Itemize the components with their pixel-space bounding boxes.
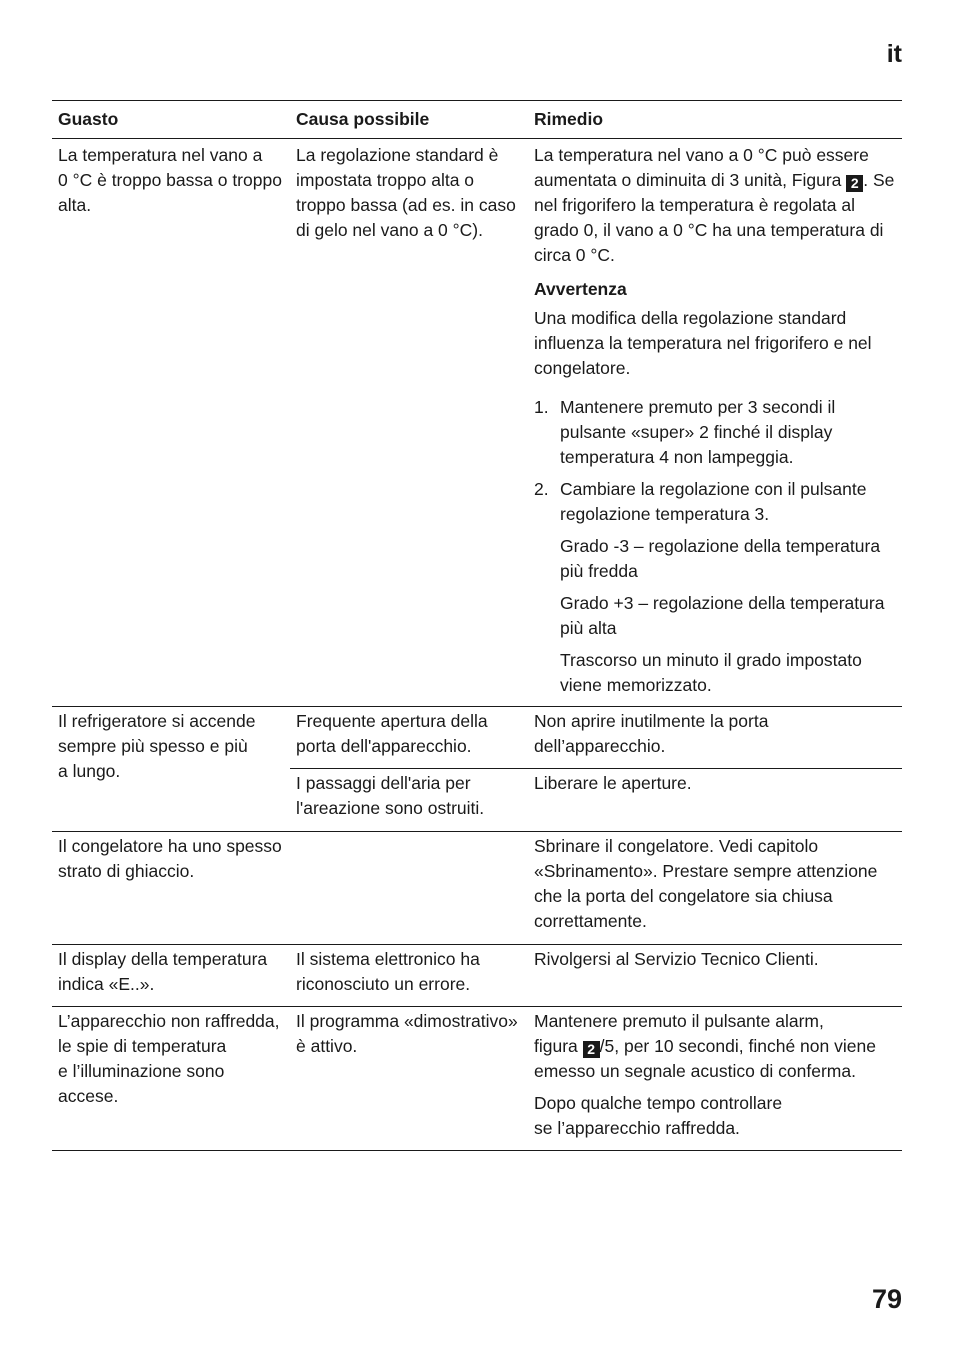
note-title: Avvertenza — [534, 279, 627, 299]
list-item: 2. Cambiare la regolazione con il pulsante regolazione temperatura 3. — [534, 479, 867, 524]
remedy-cell: Rivolgersi al Servizio Tecnico Clienti. — [534, 949, 819, 969]
cause-cell: La regolazione standard è impostata troppo alta o troppo bassa (ad es. in caso di gelo nel vano a 0 °C). — [296, 145, 516, 240]
fault-cell: La temperatura nel vano a 0 °C è troppo bassa o troppo alta. — [58, 145, 282, 215]
table-row — [52, 707, 902, 832]
fault-cell: Il display della temperatura indica «E..». — [58, 949, 268, 994]
remedy-cell: Liberare le aperture. — [534, 773, 692, 793]
cause-cell: Il sistema elettronico ha riconosciuto un errore. — [296, 949, 480, 994]
figure-2-icon: 2 — [846, 175, 863, 192]
table-row — [52, 832, 902, 945]
header-cause: Causa possibile — [296, 109, 430, 129]
remedy-cell: Sbrinare il congelatore. Vedi capitolo «Sbrinamento». Prestare sempre attenzione che la porta del congelatore sia chiusa correttamente. — [534, 836, 878, 931]
fault-cell: L’apparecchio non raffredda, le spie di temperatura e l’illuminazione sono accese. — [58, 1011, 280, 1106]
page-number: 79 — [871, 1284, 902, 1314]
sub-row — [290, 768, 902, 831]
language-label: it — [886, 40, 902, 68]
cause-cell: Il programma «dimostrativo» è attivo. — [296, 1011, 518, 1056]
table-header — [52, 100, 902, 139]
cause-cell: I passaggi dell'aria per l'areazione sono ostruiti. — [296, 773, 485, 818]
header-fault: Guasto — [58, 109, 119, 129]
table-row — [52, 139, 902, 707]
figure-2-icon: 2 — [583, 1041, 600, 1058]
fault-cell: Il congelatore ha uno spesso strato di ghiaccio. — [58, 836, 282, 881]
table-row — [52, 945, 902, 1007]
remedy-cell: La temperatura nel vano a 0 °C può essere aumentata o diminuita di 3 unità, Figura 2 . Se nel frigorifero la temperatura è regolata al grado 0, il vano a 0 °C ha una temperatura di circa 0 °C. Avvertenza Una modifica della regolazione standard influenza la temperatura nel frigorifero e nel congelatore. 1. Mantenere premuto per 3 secondi il pulsante «super» 2 finché il display temperatura 4 non lampeggia. 2. Cambiare la regolazione con il pulsante regolazione temperatura 3. Grado -3 – regolazione della temperatura più fredda Grado +3 – regolazione della temperatura più alta Trascorso un minuto il grado impostato viene memorizzato. — [534, 143, 900, 698]
header-remedy: Rimedio — [534, 109, 604, 129]
remedy-cell: Non aprire inutilmente la porta dell’apparecchio. — [534, 711, 769, 756]
table-row — [52, 1007, 902, 1151]
remedy-cell: Mantenere premuto il pulsante alarm, figura 2 /5, per 10 secondi, finché non viene emesso un segnale acustico di conferma. Dopo qualche tempo controllare se l’apparecchio raffredda. — [534, 1011, 876, 1138]
troubleshooting-table — [52, 100, 902, 1151]
sub-step: Grado -3 – regolazione della temperatura più fredda — [560, 536, 881, 581]
sub-step: Trascorso un minuto il grado impostato viene memorizzato. — [560, 650, 862, 695]
fault-cell: Il refrigeratore si accende sempre più spesso e più a lungo. — [58, 711, 256, 781]
list-item: 1. Mantenere premuto per 3 secondi il pulsante «super» 2 finché il display temperatura 4 non lampeggia. — [534, 397, 836, 467]
sub-step: Grado +3 – regolazione della temperatura più alta — [560, 593, 885, 638]
cause-cell: Frequente apertura della porta dell'apparecchio. — [296, 711, 488, 756]
